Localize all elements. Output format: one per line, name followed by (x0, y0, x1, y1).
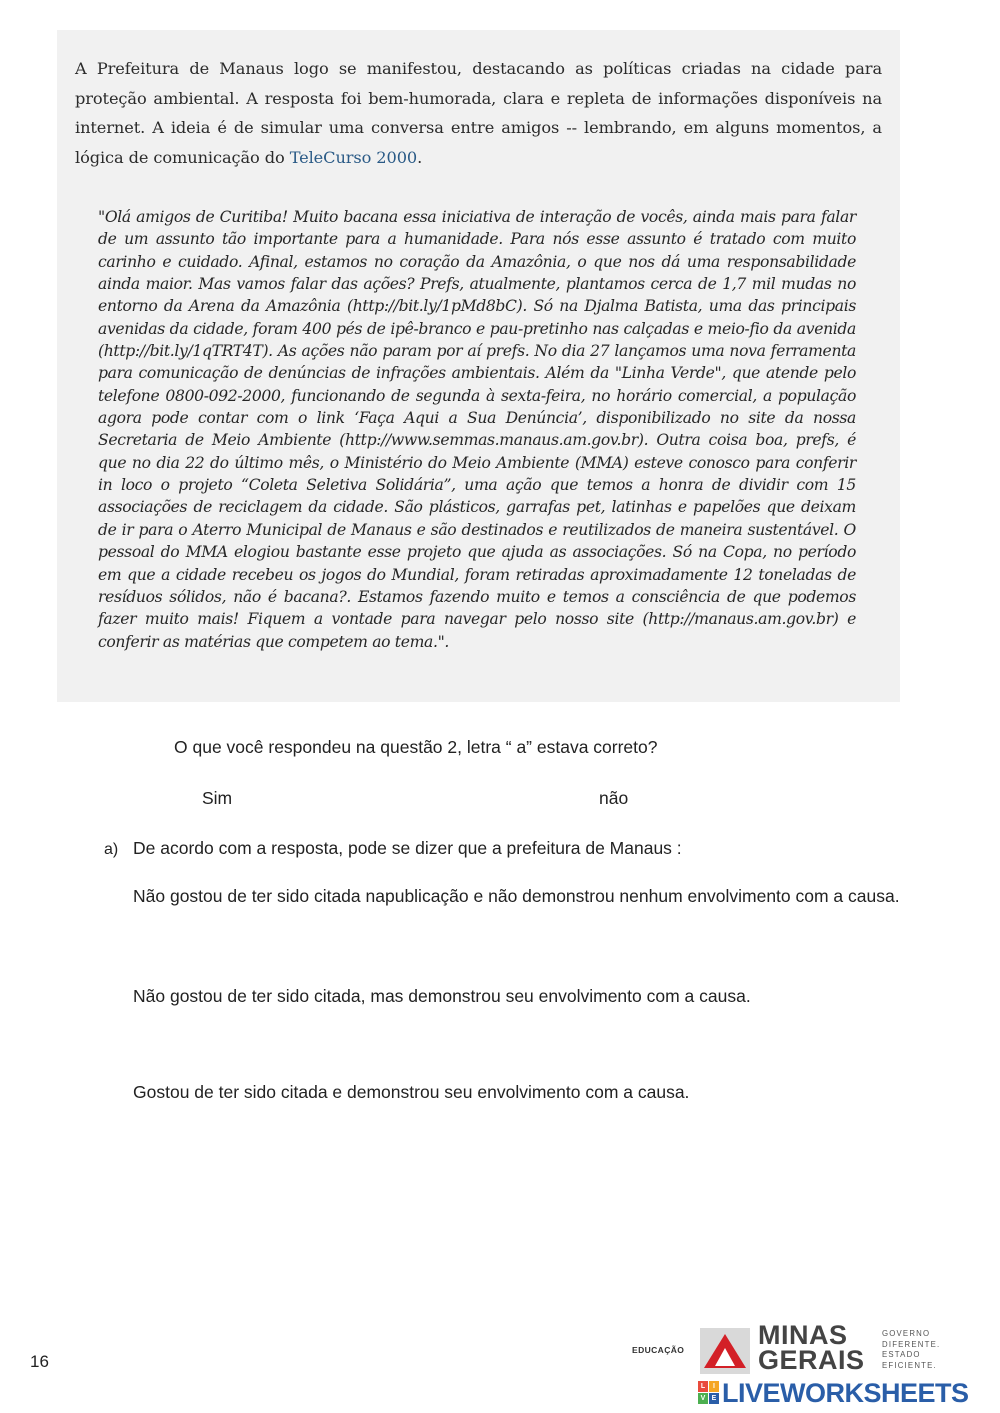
minas-gerais-logo (632, 1320, 952, 1376)
education-label: EDUCAÇÃO (632, 1345, 685, 1355)
minas-gerais-emblem-icon (700, 1328, 750, 1374)
item-a-text: De acordo com a resposta, pode se dizer que a prefeitura de Manaus : (133, 838, 682, 858)
choice-option-1[interactable]: Não gostou de ter sido citada napublicação e não demonstrou nenhum envolvimento com a causa. (133, 886, 900, 906)
excerpt-quote: "Olá amigos de Curitiba! Muito bacana essa iniciativa de interação de vocês, ainda mais para falar de um assunto tão importante para a humanidade. Para nós esse assunto é tratado com muito carinho e cuidado. Afinal, estamos no coração da Amazônia, o que nos dá uma responsabilidade ainda maior. Mas vamos falar das ações? Prefs, atualmente, plantamos cerca de 1,7 mil mudas no entorno da Arena da Amazônia (http://bit.ly/1pMd8bC). Só na Djalma Batista, uma das principais avenidas da cidade, foram 400 pés de ipê-branco e pau-pretinho nas calçadas e meio-fio da avenida (http://bit.ly/1qTRT4T). As ações não param por aí prefs. No dia 27 lançamos uma nova ferramenta para comunicação de denúncias de infrações ambientais. Além da "Linha Verde", que atende pelo telefone 0800-092-2000, funcionando de segunda à sexta-feira, no horário comercial, a população agora pode contar com o link ‘Faça Aqui a Sua Denúncia’, disponibilizado no site da nossa Secretaria de Meio Ambiente (http://www.semmas.manaus.am.gov.br). Outra coisa boa, prefs, é que no dia 22 do último mês, o Ministério do Meio Ambiente (MMA) esteve conosco para conferir in loco o projeto “Coleta Seletiva Solidária”, uma ação que temos a honra de dividir com 15 associações de reciclagem da cidade. São plásticos, garrafas pet, latinhas e papelões que deixam de ir para o Aterro Municipal de Manaus e são destinados e reutilizados de maneira sustentável. O pessoal do MMA elogiou bastante esse projeto que ajuda as associações. Só na Copa, no período em que a cidade recebeu os jogos do Mundial, foram retiradas aproximadamente 12 toneladas de resíduos sólidos, não é bacana?. Estamos fazendo muito e temos a consciência de que podemos fazer muito mais! Fiquem a vontade para navegar pelo nosso site (http://manaus.am.gov.br) e conferir as matérias que competem ao tema.". (98, 208, 856, 651)
brand-gerais: GERAIS (758, 1345, 865, 1375)
choice-option-2[interactable]: Não gostou de ter sido citada, mas demonstrou seu envolvimento com a causa. (133, 986, 751, 1006)
answer-option-no[interactable]: não (599, 788, 629, 808)
brand-minas: MINAS (758, 1320, 848, 1350)
liveworksheets-logo (698, 1378, 998, 1408)
choice-option-3[interactable]: Gostou de ter sido citada e demonstrou seu envolvimento com a causa. (133, 1082, 690, 1102)
excerpt-intro: A Prefeitura de Manaus logo se manifestou, destacando as políticas criadas na cidade para proteção ambiental. A resposta foi bem-humorada, clara e repleta de informações disponíveis na internet. A ideia é de simular uma conversa entre amigos -- lembrando, em alguns momentos, a lógica de comunicação do TeleCurso 2000. (75, 59, 882, 167)
telecurso-link[interactable]: TeleCurso 2000 (289, 147, 418, 167)
page-number: 16 (30, 1352, 49, 1371)
liveworksheets-wordmark: LIVEWORKSHEETS (722, 1378, 969, 1408)
question-text: O que você respondeu na questão 2, letra “ a” estava correto? (174, 737, 658, 757)
item-a-prompt (104, 838, 682, 859)
liveworksheets-badge-icon: L I V E (698, 1381, 720, 1405)
government-tagline: GOVERNO DIFERENTE. ESTADO EFICIENTE. (882, 1329, 941, 1370)
answer-option-yes[interactable]: Sim (202, 788, 233, 808)
item-a-marker: a) (104, 841, 119, 858)
news-excerpt (57, 30, 900, 702)
